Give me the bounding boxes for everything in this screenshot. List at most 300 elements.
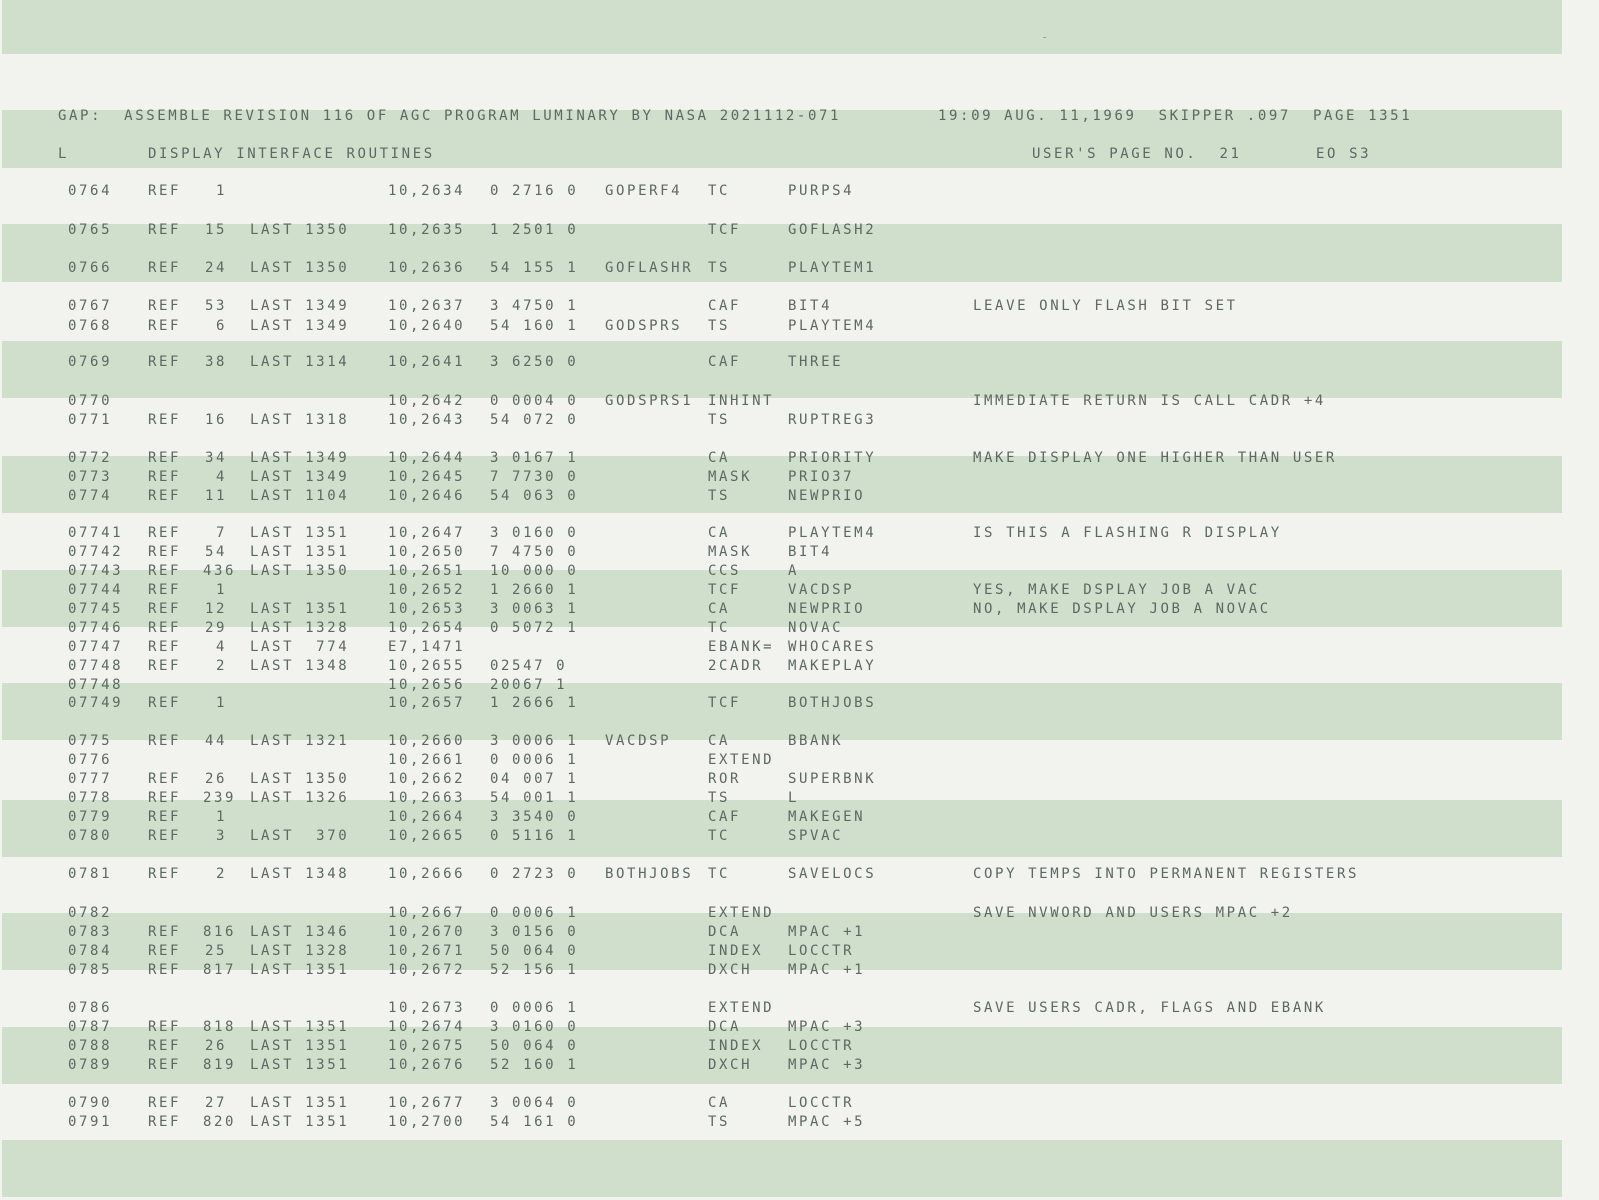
object-code: 1 2666 1 [490, 695, 579, 711]
operand: PLAYTEM1 [788, 260, 877, 276]
ref-label: REF [148, 658, 182, 674]
address: 10,2675 [388, 1038, 466, 1054]
opcode: ROR [708, 771, 742, 787]
ref-count: 11 [204, 488, 227, 504]
address: 10,2643 [388, 412, 466, 428]
line-number: 07745 [68, 601, 124, 617]
object-code: 3 0167 1 [490, 450, 579, 466]
object-code: 50 064 0 [490, 943, 579, 959]
address: 10,2672 [388, 962, 466, 978]
line-number: 0769 [68, 354, 113, 370]
ref-label: REF [148, 183, 182, 199]
listing-row [0, 828, 1599, 848]
line-number: 0778 [68, 790, 113, 806]
comment: MAKE DISPLAY ONE HIGHER THAN USER [973, 450, 1337, 466]
ref-label: REF [148, 943, 182, 959]
opcode: TS [708, 790, 731, 806]
address: 10,2664 [388, 809, 466, 825]
address: 10,2654 [388, 620, 466, 636]
listing-row [0, 733, 1599, 753]
line-number: 07744 [68, 582, 124, 598]
last-ref: LAST 1351 [250, 1114, 350, 1130]
opcode: TS [708, 1114, 731, 1130]
opcode: CA [708, 450, 731, 466]
last-ref: LAST 1351 [250, 544, 350, 560]
listing-row [0, 393, 1599, 413]
listing-row [0, 183, 1599, 203]
ref-label: REF [148, 450, 182, 466]
ref-label: REF [148, 866, 182, 882]
operand: A [788, 563, 800, 579]
opcode: EBANK= [708, 639, 775, 655]
operand: LOCCTR [788, 1095, 855, 1111]
line-number: 0787 [68, 1019, 113, 1035]
comment: IMMEDIATE RETURN IS CALL CADR +4 [973, 393, 1326, 409]
address: E7,1471 [388, 639, 466, 655]
listing-row [0, 695, 1599, 715]
ref-count: 4 [215, 639, 227, 655]
object-code: 0 5116 1 [490, 828, 579, 844]
comment: SAVE USERS CADR, FLAGS AND EBANK [973, 1000, 1326, 1016]
ref-label: REF [148, 412, 182, 428]
listing-row [0, 582, 1599, 602]
object-code: 1 2501 0 [490, 222, 579, 238]
line-number: 0776 [68, 752, 113, 768]
object-code: 3 0160 0 [490, 525, 579, 541]
ref-label: REF [148, 260, 182, 276]
last-ref: LAST 1326 [250, 790, 350, 806]
line-number: 0766 [68, 260, 113, 276]
line-number: 0791 [68, 1114, 113, 1130]
address: 10,2657 [388, 695, 466, 711]
operand: GOFLASH2 [788, 222, 877, 238]
ref-count: 6 [215, 318, 227, 334]
last-ref: LAST 1318 [250, 412, 350, 428]
ref-label: REF [148, 222, 182, 238]
address: 10,2665 [388, 828, 466, 844]
object-code: 7 7730 0 [490, 469, 579, 485]
last-ref: LAST 1350 [250, 563, 350, 579]
opcode: MASK [708, 544, 753, 560]
line-number: 0772 [68, 450, 113, 466]
opcode: EXTEND [708, 1000, 775, 1016]
ref-count: 26 [204, 1038, 227, 1054]
ref-label: REF [148, 828, 182, 844]
ref-label: REF [148, 790, 182, 806]
opcode: CAF [708, 298, 742, 314]
object-code: 54 072 0 [490, 412, 579, 428]
paper-band [2, 1140, 1562, 1197]
ref-count: 3 [215, 828, 227, 844]
listing-row [0, 771, 1599, 791]
address: 10,2644 [388, 450, 466, 466]
symbol-label: GOFLASHR [605, 260, 694, 276]
object-code: 0 0006 1 [490, 905, 579, 921]
ref-count: 53 [204, 298, 227, 314]
address: 10,2660 [388, 733, 466, 749]
object-code: 0 0006 1 [490, 1000, 579, 1016]
address: 10,2651 [388, 563, 466, 579]
operand: MPAC +5 [788, 1114, 866, 1130]
opcode: INDEX [708, 1038, 764, 1054]
object-code: 04 007 1 [490, 771, 579, 787]
address: 10,2636 [388, 260, 466, 276]
line-number: 07748 [68, 677, 124, 693]
opcode: CA [708, 733, 731, 749]
operand: WHOCARES [788, 639, 877, 655]
line-number: 07743 [68, 563, 124, 579]
listing-row [0, 469, 1599, 489]
ref-label: REF [148, 639, 182, 655]
ref-count: 15 [204, 222, 227, 238]
operand: MPAC +1 [788, 924, 866, 940]
ref-label: REF [148, 771, 182, 787]
opcode: TCF [708, 222, 742, 238]
listing-row [0, 450, 1599, 470]
line-number: 0773 [68, 469, 113, 485]
last-ref: LAST 1350 [250, 222, 350, 238]
ref-count: 7 [215, 525, 227, 541]
opcode: CA [708, 1095, 731, 1111]
line-number: 0770 [68, 393, 113, 409]
operand: PLAYTEM4 [788, 318, 877, 334]
operand: BIT4 [788, 544, 833, 560]
address: 10,2655 [388, 658, 466, 674]
listing-row [0, 260, 1599, 280]
listing-row [0, 1114, 1599, 1134]
address: 10,2642 [388, 393, 466, 409]
listing-row [0, 563, 1599, 583]
last-ref: LAST 774 [250, 639, 350, 655]
opcode: EXTEND [708, 905, 775, 921]
last-ref: LAST 1350 [250, 260, 350, 276]
listing-row [0, 1057, 1599, 1077]
operand: BOTHJOBS [788, 695, 877, 711]
listing-row [0, 298, 1599, 318]
ref-count: 820 [203, 1114, 237, 1130]
line-number: 0786 [68, 1000, 113, 1016]
object-code: 54 161 0 [490, 1114, 579, 1130]
object-code: 52 156 1 [490, 962, 579, 978]
ref-count: 38 [204, 354, 227, 370]
ref-label: REF [148, 544, 182, 560]
address: 10,2634 [388, 183, 466, 199]
operand: PRIORITY [788, 450, 877, 466]
object-code: 7 4750 0 [490, 544, 579, 560]
opcode: INDEX [708, 943, 764, 959]
ref-count: 2 [215, 866, 227, 882]
ref-count: 54 [204, 544, 227, 560]
operand: RUPTREG3 [788, 412, 877, 428]
ref-count: 4 [215, 469, 227, 485]
last-ref: LAST 1348 [250, 658, 350, 674]
address: 10,2667 [388, 905, 466, 921]
ref-label: REF [148, 298, 182, 314]
line-number: 07746 [68, 620, 124, 636]
ref-label: REF [148, 601, 182, 617]
line-number: 0780 [68, 828, 113, 844]
ref-count: 1 [215, 695, 227, 711]
address: 10,2671 [388, 943, 466, 959]
line-number: 07748 [68, 658, 124, 674]
object-code: 54 155 1 [490, 260, 579, 276]
listing-row [0, 905, 1599, 925]
ref-label: REF [148, 809, 182, 825]
ref-count: 34 [204, 450, 227, 466]
line-number: 07747 [68, 639, 124, 655]
operand: LOCCTR [788, 943, 855, 959]
last-ref: LAST 1350 [250, 771, 350, 787]
line-number: 07742 [68, 544, 124, 560]
comment: SAVE NVWORD AND USERS MPAC +2 [973, 905, 1293, 921]
listing-row [0, 488, 1599, 508]
listing-row [0, 620, 1599, 640]
last-ref: LAST 1104 [250, 488, 350, 504]
object-code: 50 064 0 [490, 1038, 579, 1054]
ref-label: REF [148, 582, 182, 598]
ref-count: 1 [215, 809, 227, 825]
users-page-number: USER'S PAGE NO. 21 [1032, 146, 1242, 162]
opcode: CAF [708, 354, 742, 370]
ref-count: 16 [204, 412, 227, 428]
opcode: CAF [708, 809, 742, 825]
object-code: 3 3540 0 [490, 809, 579, 825]
symbol-label: VACDSP [605, 733, 672, 749]
object-code: 20067 1 [490, 677, 568, 693]
operand: NOVAC [788, 620, 844, 636]
line-number: 0785 [68, 962, 113, 978]
comment: LEAVE ONLY FLASH BIT SET [973, 298, 1238, 314]
listing-row [0, 866, 1599, 886]
last-ref: LAST 1349 [250, 469, 350, 485]
operand: PURPS4 [788, 183, 855, 199]
address: 10,2661 [388, 752, 466, 768]
last-ref: LAST 1351 [250, 1019, 350, 1035]
last-ref: LAST 1351 [250, 1095, 350, 1111]
opcode: CA [708, 601, 731, 617]
object-code: 3 6250 0 [490, 354, 579, 370]
address: 10,2653 [388, 601, 466, 617]
listing-row [0, 354, 1599, 374]
line-number: 0781 [68, 866, 113, 882]
object-code: 0 0004 0 [490, 393, 579, 409]
ref-count: 1 [215, 582, 227, 598]
ref-label: REF [148, 525, 182, 541]
object-code: 3 0064 0 [490, 1095, 579, 1111]
listing-row [0, 752, 1599, 772]
object-code: 0 0006 1 [490, 752, 579, 768]
symbol-label: GOPERF4 [605, 183, 683, 199]
ref-count: 2 [215, 658, 227, 674]
section-title: DISPLAY INTERFACE ROUTINES [148, 146, 435, 162]
opcode: TC [708, 866, 731, 882]
object-code: 3 0156 0 [490, 924, 579, 940]
symbol-label: BOTHJOBS [605, 866, 694, 882]
listing-row [0, 1095, 1599, 1115]
last-ref: LAST 1351 [250, 962, 350, 978]
address: 10,2652 [388, 582, 466, 598]
ref-count: 12 [204, 601, 227, 617]
opcode: 2CADR [708, 658, 764, 674]
operand: THREE [788, 354, 844, 370]
comment: COPY TEMPS INTO PERMANENT REGISTERS [973, 866, 1360, 882]
symbol-label: GODSPRS1 [605, 393, 694, 409]
comment: YES, MAKE DSPLAY JOB A VAC [973, 582, 1260, 598]
line-number: 0764 [68, 183, 113, 199]
listing-row [0, 962, 1599, 982]
ref-label: REF [148, 1019, 182, 1035]
symbol-label: GODSPRS [605, 318, 683, 334]
object-code: 0 5072 1 [490, 620, 579, 636]
ref-label: REF [148, 1095, 182, 1111]
opcode: MASK [708, 469, 753, 485]
object-code: 02547 0 [490, 658, 568, 674]
opcode: TS [708, 260, 731, 276]
operand: NEWPRIO [788, 488, 866, 504]
listing-row [0, 544, 1599, 564]
object-code: 54 160 1 [490, 318, 579, 334]
ref-label: REF [148, 695, 182, 711]
ref-label: REF [148, 1057, 182, 1073]
operand: NEWPRIO [788, 601, 866, 617]
listing-row [0, 639, 1599, 659]
object-code: 3 0006 1 [490, 733, 579, 749]
listing-row [0, 318, 1599, 338]
listing-row [0, 412, 1599, 432]
ref-label: REF [148, 924, 182, 940]
eo-marker: EO S3 [1316, 146, 1372, 162]
address: 10,2700 [388, 1114, 466, 1130]
last-ref: LAST 1351 [250, 601, 350, 617]
ref-label: REF [148, 962, 182, 978]
last-ref: LAST 1351 [250, 1057, 350, 1073]
last-ref: LAST 1328 [250, 943, 350, 959]
object-code: 10 000 0 [490, 563, 579, 579]
ref-count: 239 [203, 790, 237, 806]
last-ref: LAST 1351 [250, 525, 350, 541]
operand: SPVAC [788, 828, 844, 844]
opcode: TC [708, 183, 731, 199]
operand: PRIO37 [788, 469, 855, 485]
line-number: 07741 [68, 525, 124, 541]
ref-label: REF [148, 563, 182, 579]
opcode: EXTEND [708, 752, 775, 768]
ref-count: 27 [204, 1095, 227, 1111]
address: 10,2647 [388, 525, 466, 541]
object-code: 54 001 1 [490, 790, 579, 806]
object-code: 3 0160 0 [490, 1019, 579, 1035]
ref-label: REF [148, 318, 182, 334]
listing-row [0, 525, 1599, 545]
address: 10,2635 [388, 222, 466, 238]
opcode: TS [708, 318, 731, 334]
opcode: TC [708, 828, 731, 844]
address: 10,2674 [388, 1019, 466, 1035]
listing-row [0, 222, 1599, 242]
operand: MPAC +3 [788, 1057, 866, 1073]
opcode: DCA [708, 924, 742, 940]
listing-row [0, 924, 1599, 944]
line-number: 0789 [68, 1057, 113, 1073]
last-ref: LAST 370 [250, 828, 350, 844]
last-ref: LAST 1346 [250, 924, 350, 940]
ref-count: 25 [204, 943, 227, 959]
opcode: INHINT [708, 393, 775, 409]
operand: MAKEGEN [788, 809, 866, 825]
ref-label: REF [148, 488, 182, 504]
opcode: TCF [708, 695, 742, 711]
line-number: 0779 [68, 809, 113, 825]
address: 10,2673 [388, 1000, 466, 1016]
opcode: CCS [708, 563, 742, 579]
address: 10,2645 [388, 469, 466, 485]
last-ref: LAST 1328 [250, 620, 350, 636]
header-line-1: GAP: ASSEMBLE REVISION 116 OF AGC PROGRAM LUMINARY BY NASA 2021112-071 [58, 108, 842, 124]
line-number: 0790 [68, 1095, 113, 1111]
object-code: 3 4750 1 [490, 298, 579, 314]
ref-count: 29 [204, 620, 227, 636]
address: 10,2646 [388, 488, 466, 504]
listing-row [0, 1019, 1599, 1039]
object-code: 0 2716 0 [490, 183, 579, 199]
ref-count: 819 [203, 1057, 237, 1073]
operand: LOCCTR [788, 1038, 855, 1054]
operand: BIT4 [788, 298, 833, 314]
opcode: DXCH [708, 962, 753, 978]
line-number: 07749 [68, 695, 124, 711]
address: 10,2637 [388, 298, 466, 314]
opcode: CA [708, 525, 731, 541]
line-number: 0782 [68, 905, 113, 921]
ref-label: REF [148, 1038, 182, 1054]
address: 10,2677 [388, 1095, 466, 1111]
line-number: 0777 [68, 771, 113, 787]
operand: MAKEPLAY [788, 658, 877, 674]
operand: SAVELOCS [788, 866, 877, 882]
operand: L [788, 790, 800, 806]
ref-count: 816 [203, 924, 237, 940]
listing-row [0, 658, 1599, 678]
last-ref: LAST 1321 [250, 733, 350, 749]
object-code: 1 2660 1 [490, 582, 579, 598]
header-timestamp: 19:09 AUG. 11,1969 SKIPPER .097 PAGE 1351 [938, 108, 1413, 124]
line-number: 0768 [68, 318, 113, 334]
ref-label: REF [148, 469, 182, 485]
opcode: DCA [708, 1019, 742, 1035]
opcode: TS [708, 412, 731, 428]
ref-count: 436 [203, 563, 237, 579]
last-ref: LAST 1314 [250, 354, 350, 370]
ref-label: REF [148, 354, 182, 370]
line-number: 0775 [68, 733, 113, 749]
line-number: 0784 [68, 943, 113, 959]
object-code: 52 160 1 [490, 1057, 579, 1073]
opcode: TCF [708, 582, 742, 598]
operand: PLAYTEM4 [788, 525, 877, 541]
operand: MPAC +3 [788, 1019, 866, 1035]
line-number: 0765 [68, 222, 113, 238]
ref-label: REF [148, 1114, 182, 1130]
line-number: 0774 [68, 488, 113, 504]
address: 10,2662 [388, 771, 466, 787]
ref-label: REF [148, 733, 182, 749]
listing-row [0, 677, 1599, 697]
line-number: 0788 [68, 1038, 113, 1054]
operand: MPAC +1 [788, 962, 866, 978]
ref-count: 44 [204, 733, 227, 749]
address: 10,2663 [388, 790, 466, 806]
opcode: TC [708, 620, 731, 636]
